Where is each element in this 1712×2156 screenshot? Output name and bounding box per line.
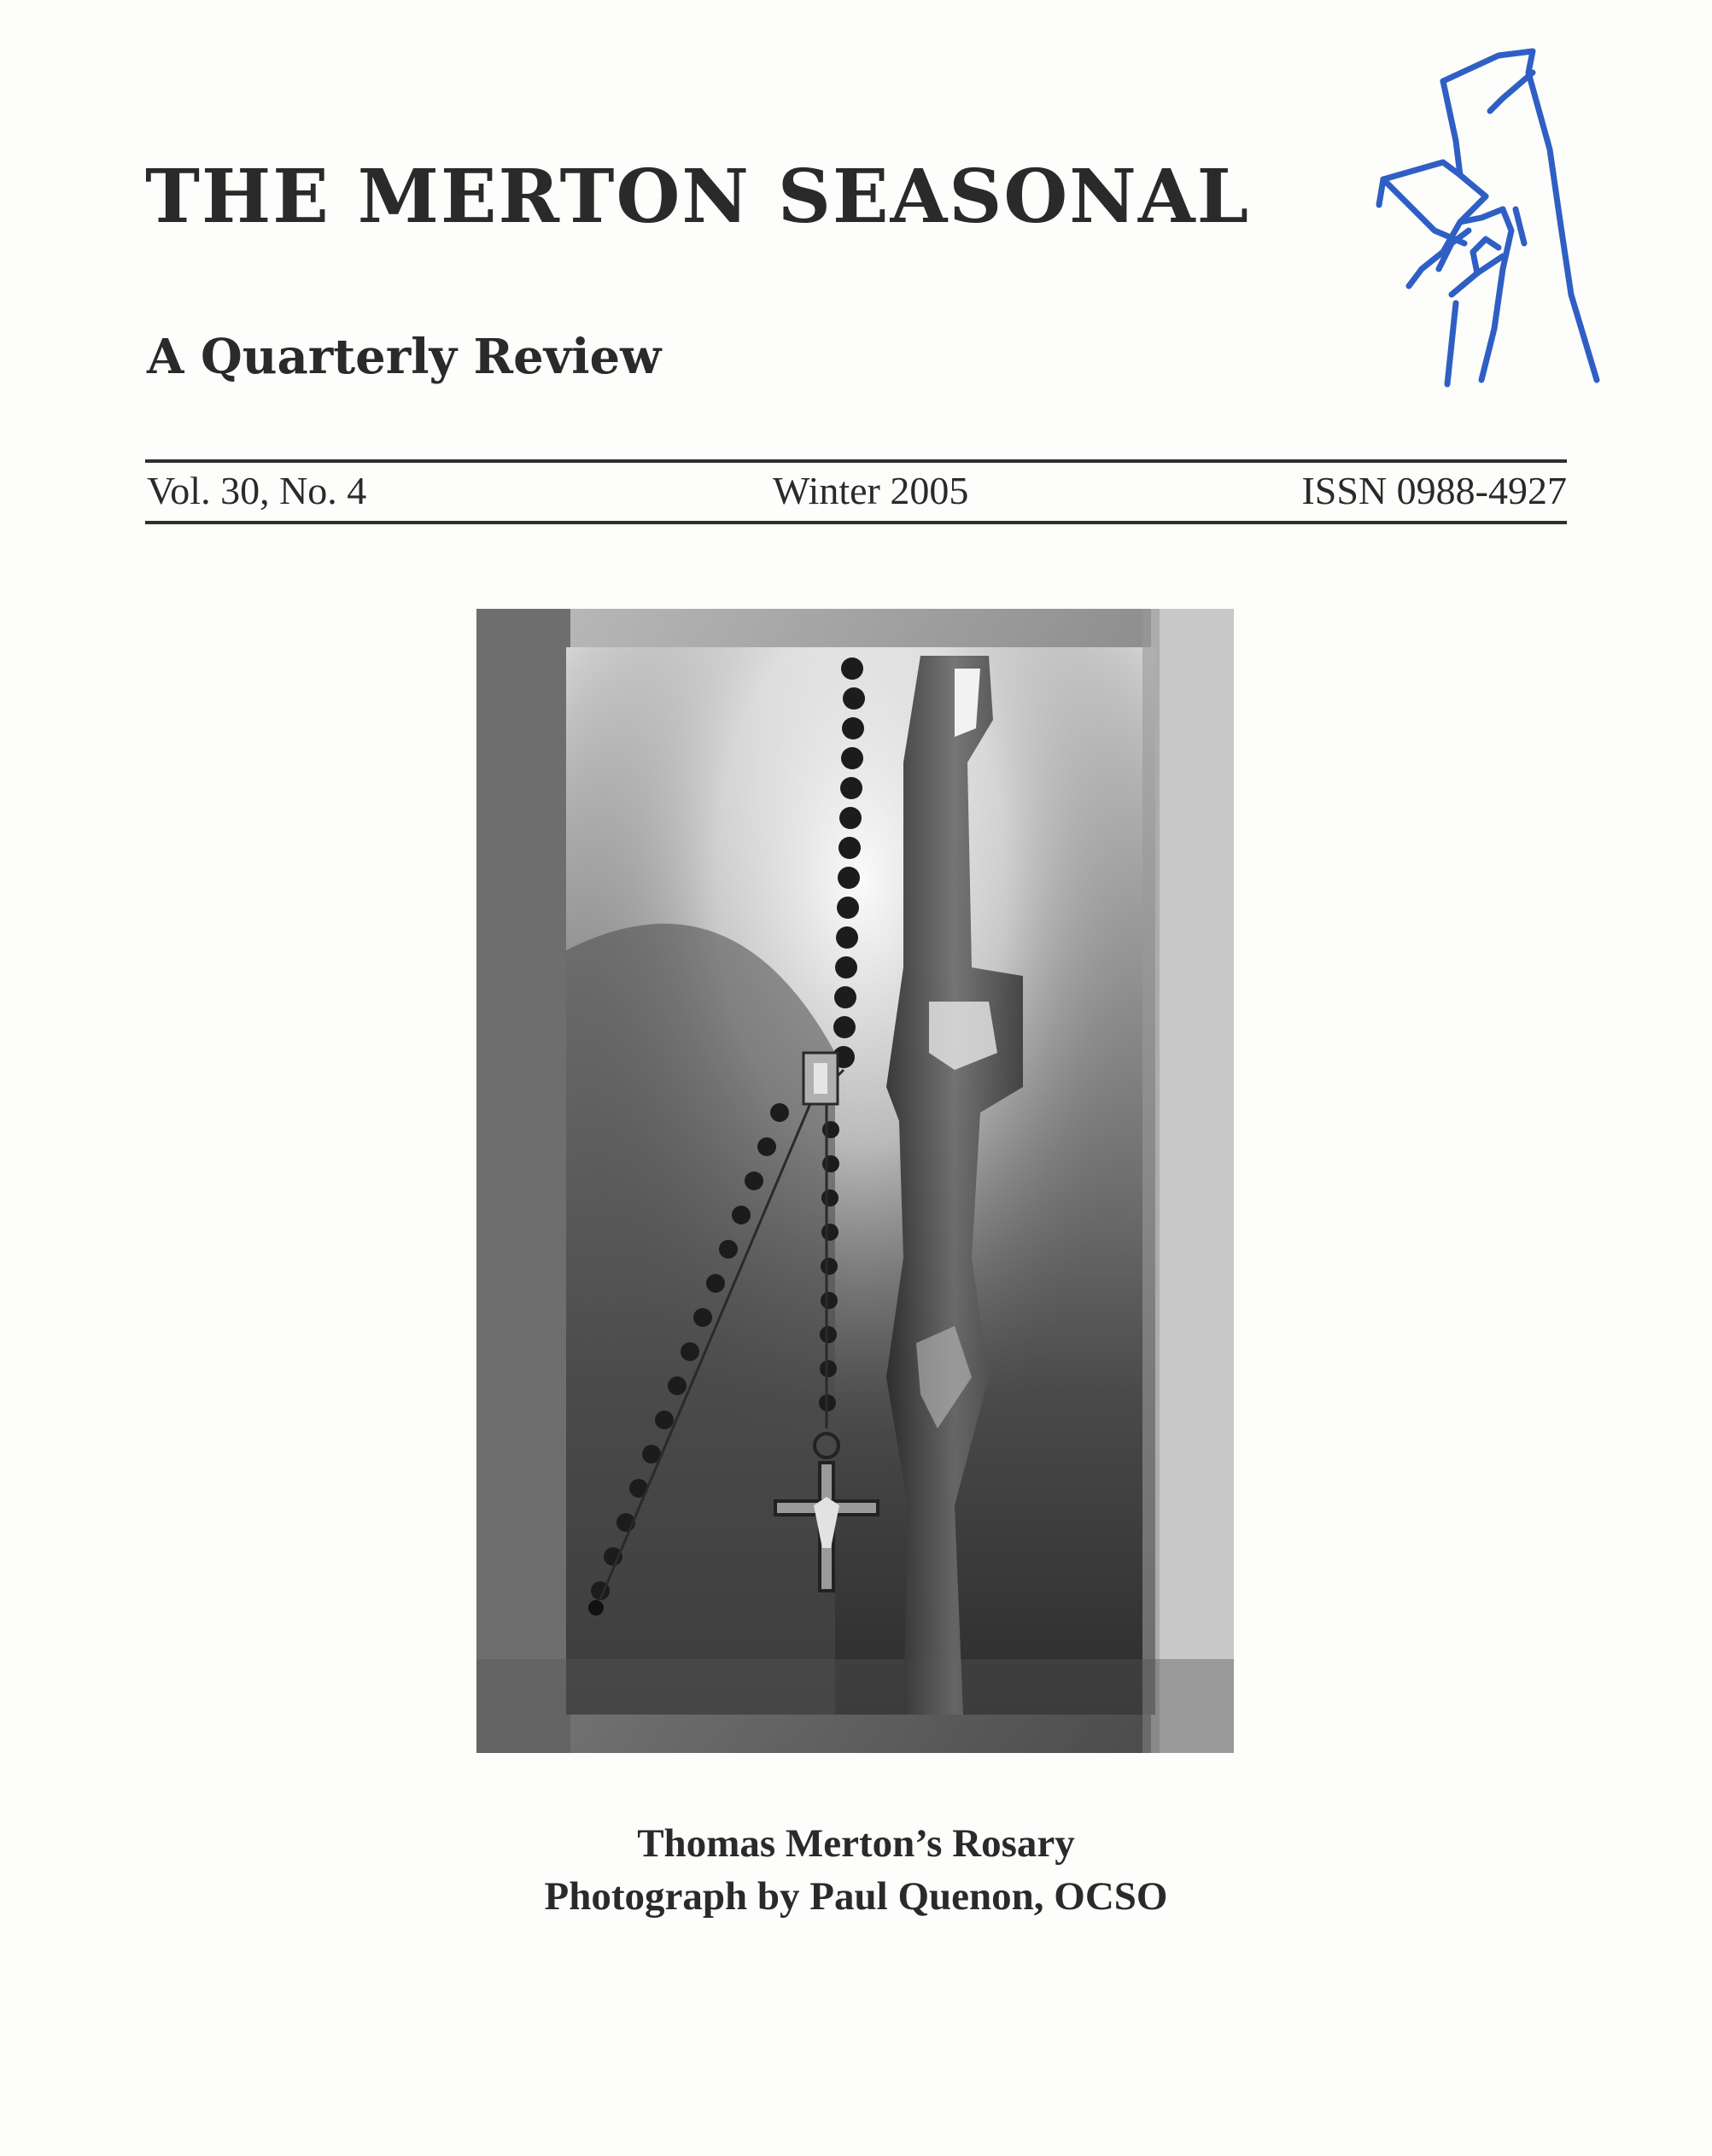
rosary-photo-image	[476, 609, 1234, 1753]
issue-season: Winter 2005	[773, 469, 969, 512]
photo-caption-credit: Photograph by Paul Quenon, OCSO	[544, 1874, 1168, 1919]
hooded-monk-sketch-icon	[1375, 47, 1610, 389]
rosary-medal	[803, 1053, 838, 1104]
issue-volume: Vol. 30, No. 4	[147, 469, 367, 512]
publication-title: THE MERTON SEASONAL	[145, 154, 1251, 240]
issue-issn: ISSN 0988-4927	[1301, 469, 1567, 512]
top-rule	[145, 459, 1567, 463]
photo-caption-title: Thomas Merton’s Rosary	[637, 1821, 1075, 1866]
bottom-rule	[145, 521, 1567, 524]
publication-subtitle: A Quarterly Review	[147, 329, 662, 385]
rosary-photograph	[476, 609, 1234, 1753]
